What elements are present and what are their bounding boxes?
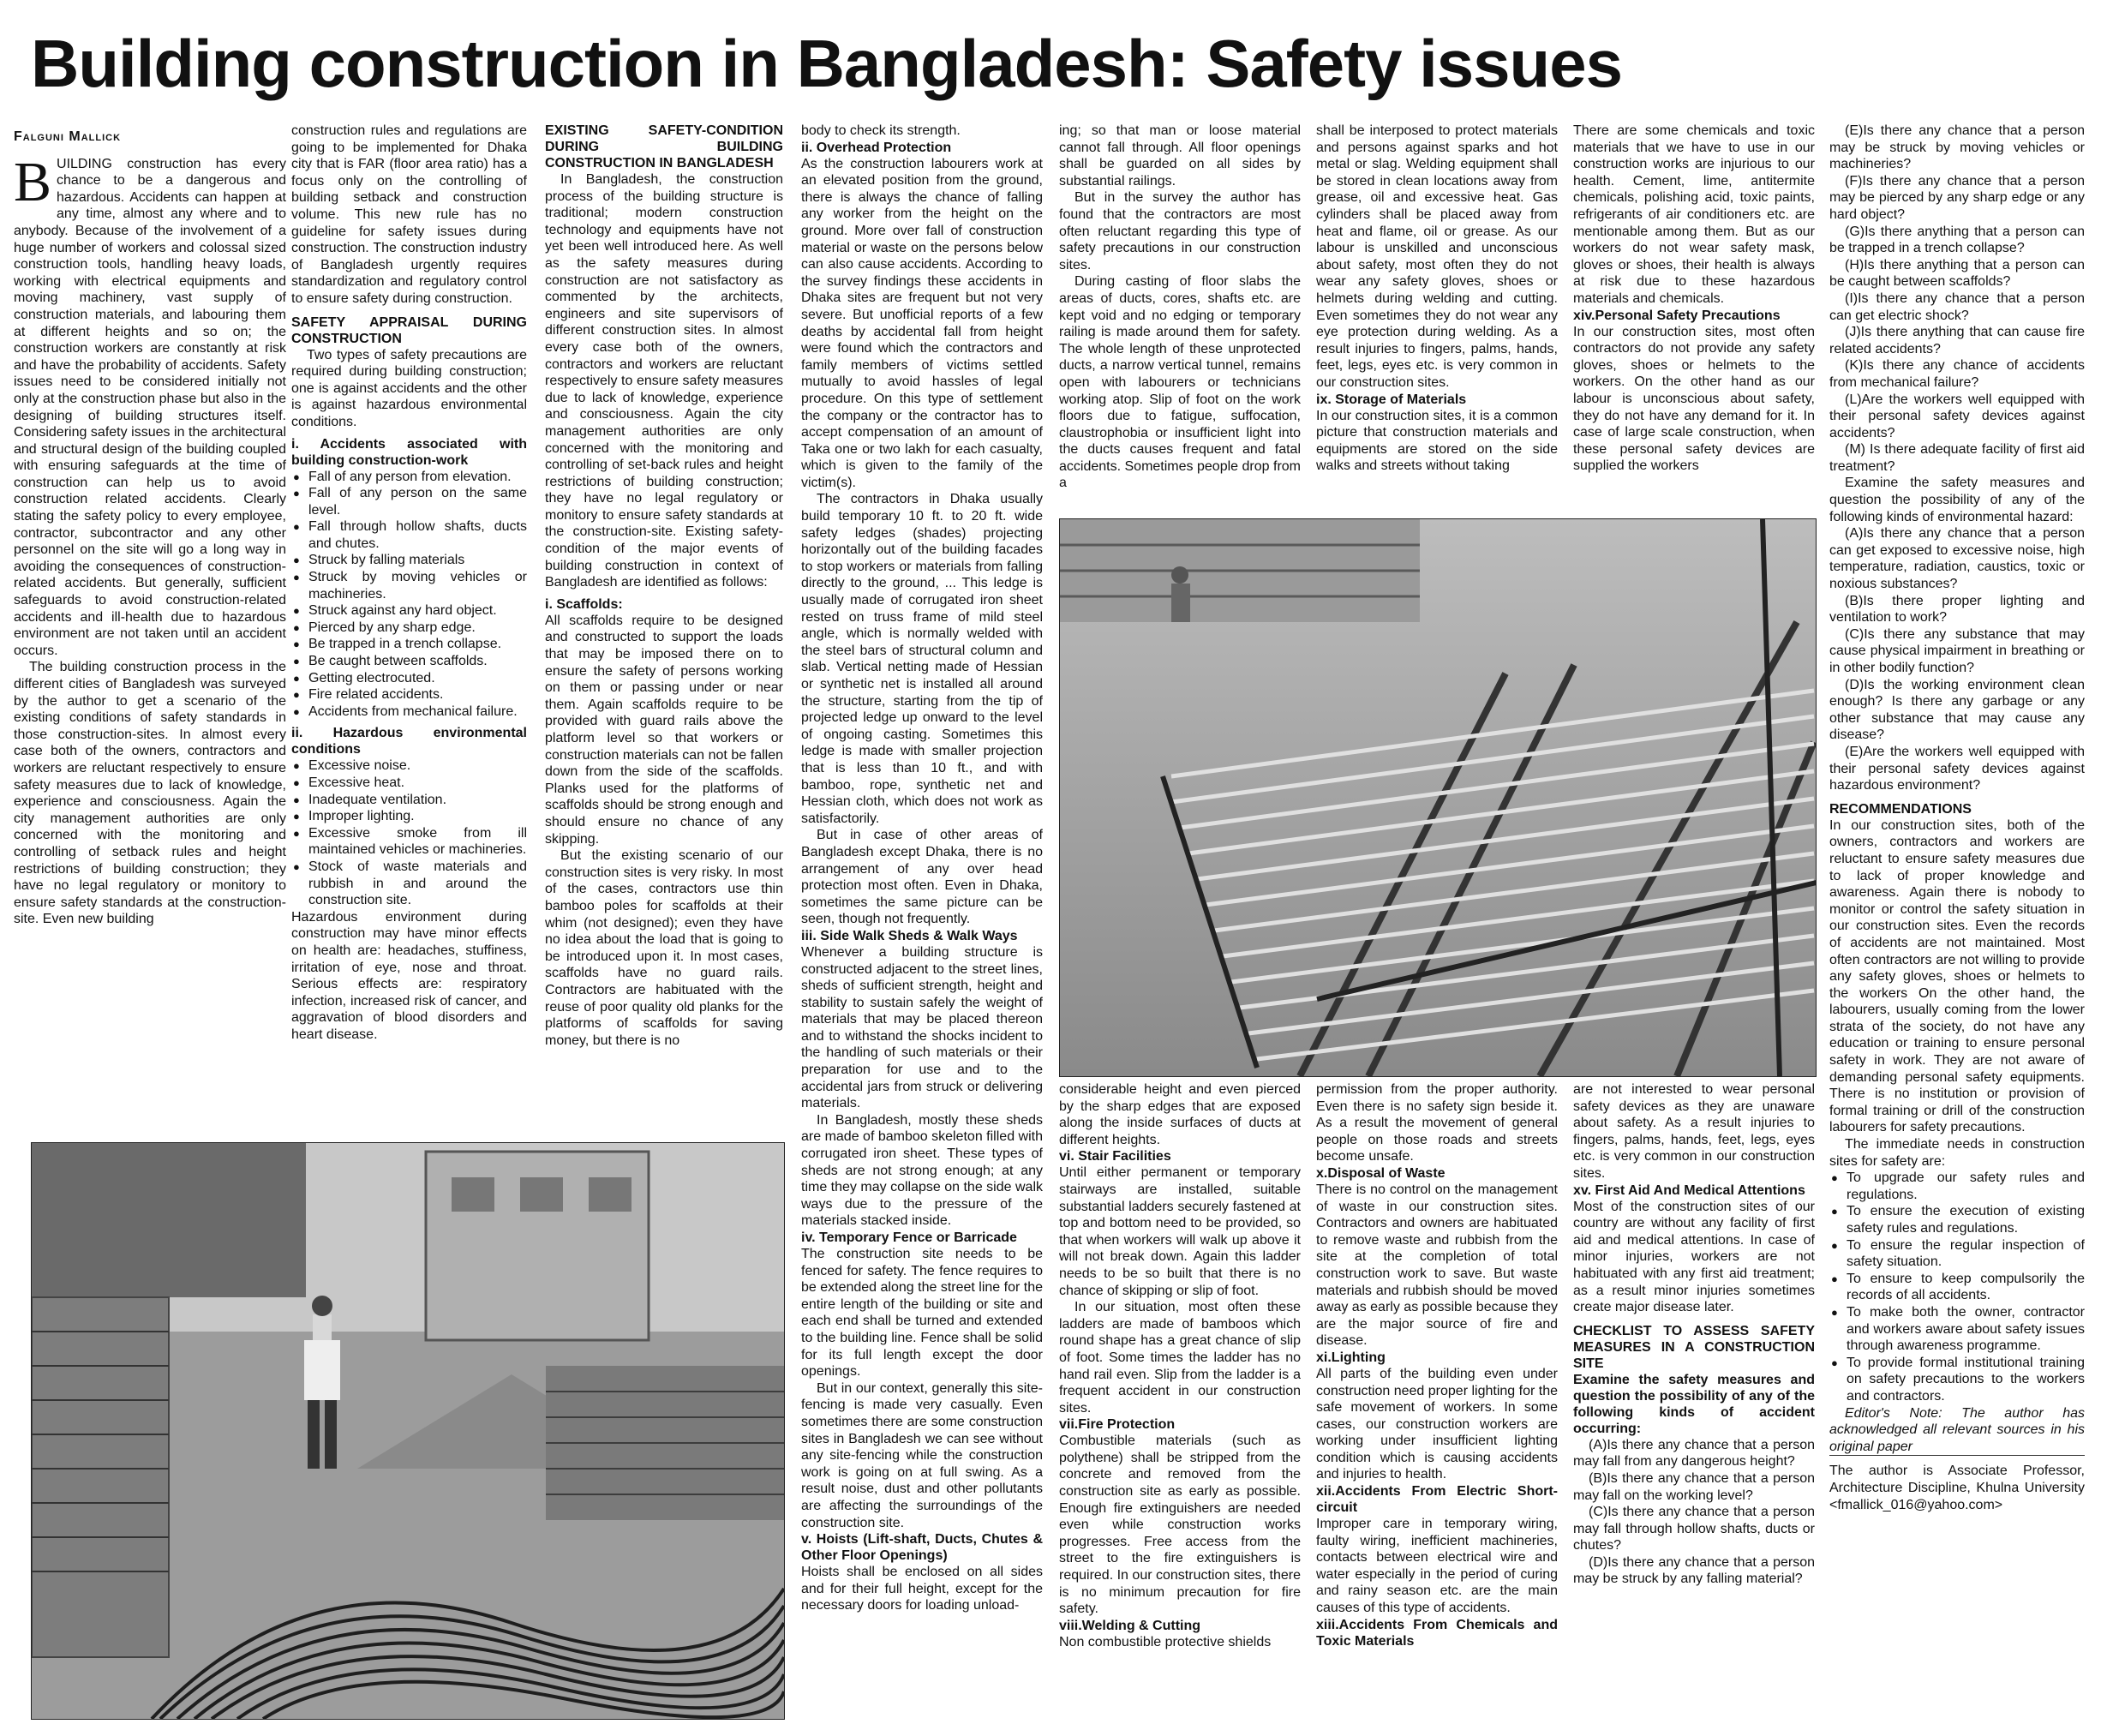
checklist-item: (I)Is there any chance that a person can get electric shock? (1829, 290, 2085, 323)
headline: Building construction in Bangladesh: Safety issues (31, 26, 1622, 101)
column-5-top (1059, 123, 1301, 511)
checklist-item: (M) Is there adequate facility of first aid treatment? (1829, 442, 2085, 474)
subsection-heading: viii.Welding & Cutting (1059, 1618, 1201, 1633)
paragraph-text: UILDING construction has every chance to be a dangerous and hazardous. Accidents can happen at any time, almost any where and to anybody. Because of the involvement of a huge number of workers and colossal sized construction tools, handling heavy loads, working with electrical equipments and moving machinery, vast supply of construction materials, and labouring them at different heights and so on; the construction workers are constantly at risk and have the probability of accidents. Safety issues need to be considered initially not only at the construction phase but also in the designing of building structures itself. Considering safety issues in the architectural and structural design of the building coupled with ensuring safeguards at the time of construction can help us to avoid construction related accidents. Clearly stating the safety policy to every employee, contractor, subcontractor and any other personnel on the site will go a long way in avoiding the consequences of construction-related accidents. But generally, sufficient safeguards to avoid construction-related accidents and ill-health due to hazardous environment are not taken until an accident occurs. (14, 156, 286, 658)
paragraph: shall be interposed to protect materials and persons against sparks and hot metal or slag. Welding equipment shall be stored in clean locations away from grease, oil and excessive heat. Gas cylinders shall be placed away from heat and flame, oil or grease. As our labour is unskilled and unconscious about safety, most often they do not wear any safety gloves, shoes or helmets during welding and cutting. Even sometimes they do not wear any eye protection during welding. As a result injuries to fingers, palms, hands, feet, legs, eyes etc. is very common in our construction sites. (1316, 123, 1558, 390)
column-3 (545, 123, 783, 1136)
checklist-item: (J)Is there anything that can cause fire related accidents? (1829, 325, 2085, 356)
column-7-bottom (1573, 1081, 1815, 1718)
bricks-photo (31, 1142, 785, 1720)
checklist-item: (K)Is there any chance of accidents from mechanical failure? (1829, 358, 2085, 390)
column-6-top (1316, 123, 1558, 511)
hazard-list (291, 757, 527, 908)
subsection-heading: x.Disposal of Waste (1316, 1165, 1446, 1181)
list-item: ● Struck by moving vehicles or machineries. (308, 569, 527, 602)
paragraph: are not interested to wear personal safety devices as they are unaware about safety. As a result injuries to fingers, palms, hands, feet, legs, eyes etc. is very common in our construction sites. (1573, 1082, 1815, 1181)
paragraph: Hoists shall be enclosed on all sides and for their full height, except for the necessary doors for loading unload- (801, 1565, 1043, 1613)
paragraph: All parts of the building even under construction need proper lighting for the safe movement of workers. In some cases, our construction workers are working under insufficient lighting condition which is causing accidents and injuries to health. (1316, 1366, 1558, 1482)
paragraph: The immediate needs in construction sites for safety are: (1829, 1137, 2085, 1169)
paragraph: construction rules and regulations are going to be implemented for Dhaka city that is FAR (floor area ratio) has a focus only on the controlling of building setback and construction volume. This new rule has no guideline for safety issues during construction. The construction industry of Bangladesh urgently requires standardization and regulatory control to ensure safety during construction. (291, 123, 527, 306)
list-item: ● To make both the owner, contractor and workers aware about safety issues through awareness programme. (1847, 1304, 2085, 1355)
checklist-item: (C)Is there any chance that a person may fall through hollow shafts, ducts or chutes? (1573, 1505, 1815, 1553)
subsection-heading: ii. Hazardous environmental conditions (291, 726, 527, 757)
paragraph: In Bangladesh, the construction process of the building structure is traditional; modern construction technology and equipments have not yet been well introduced here. As well as the safety measures during construction are not satisfactory as commented by the architects, engineers and site supervisors of different construction sites. In almost every case both of the owners, contractors and workers are reluctant respectively to ensure safety measures due to lack of knowledge, experience and consciousness. Again the city management authorities are only concerned with the monitoring and controlling of set-back rules and height restrictions of building construction; they have no legal regulatory or monitory to ensure safety standards at the construction-site. Existing safety-condition of the major events of building construction in context of Bangladesh are identified as follows: (545, 172, 783, 590)
paragraph: Whenever a building structure is constructed adjacent to the street lines, sheds of sufficient strength, height and stability to sustain safely the weight of materials that may be placed thereon and to withstand the shocks incident to the handling of such materials or their preparation for use and to the accidental jars from struck or delivering materials. (801, 944, 1043, 1111)
subsection-heading: iv. Temporary Fence or Barricade (801, 1230, 1017, 1245)
column-1 (14, 129, 286, 1135)
scaffold-photo-image (1060, 519, 1816, 1076)
subsection-heading: ii. Overhead Protection (801, 140, 952, 155)
checklist-item: (E)Are the workers well equipped with their personal safety devices against hazardous environment? (1829, 744, 2085, 793)
list-item: ● Fall of any person on the same level. (308, 485, 527, 518)
paragraph: But the existing scenario of our construction sites is very risky. In most of the cases, contractors use thin bamboo poles for scaffolds at their whim (not designed); even they have no idea about the load that is going to be introduced upon it. In most cases, scaffolds have no guard rails. Contractors are habituated with the reuse of poor quality old planks for the platforms of scaffolds for saving money, but there is no (545, 848, 783, 1048)
list-item: ● Be trapped in a trench collapse. (308, 636, 527, 653)
subsection-heading: v. Hoists (Lift-shaft, Ducts, Chutes & Other Floor Openings) (801, 1532, 1043, 1564)
checklist-item: (H)Is there anything that a person can be caught between scaffolds? (1829, 257, 2085, 290)
list-item: ● Improper lighting. (308, 808, 527, 825)
checklist-item: (B)Is there proper lighting and ventilation to work? (1829, 593, 2085, 626)
paragraph: In Bangladesh, mostly these sheds are made of bamboo skeleton filled with corrugated iron sheet. These types of sheds are not strong enough; at any time they may collapse on the side walk ways due to the pressure of the materials stacked inside. (801, 1112, 1043, 1229)
subsection-heading: xi.Lighting (1316, 1350, 1386, 1365)
subsection-heading: iii. Side Walk Sheds & Walk Ways (801, 928, 1018, 943)
list-item: ● Getting electrocuted. (308, 670, 527, 687)
paragraph: The building construction process in the different cities of Bangladesh was surveyed by the author to get a scenario of the existing conditions of safety standards in those construction-sites. In almost every case both of the owners, contractors and workers are reluctant respectively to ensure safety measures due to lack of knowledge, experience and consciousness. Again the city management authorities are only concerned with the monitoring and controlling of setback rules and height restrictions of building construction; they have no legal regulatory or monitory to ensure safety standards at the construction-site. Even new building (14, 660, 286, 927)
list-item: ● To provide formal institutional training on safety precautions to the workers and contractors. (1847, 1355, 2085, 1405)
subsection-heading: vi. Stair Facilities (1059, 1149, 1171, 1164)
checklist-item: (E)Is there any chance that a person may be struck by moving vehicles or machineries? (1829, 123, 2085, 172)
paragraph: In our situation, most often these ladders are made of bamboos which round shape has a great chance of slip of foot. Some times the ladder has no hand rail even. Slip from the ladder is a frequent accident in our construction sites. (1059, 1300, 1301, 1416)
paragraph: Examine the safety measures and question the possibility of any of the following kinds of environmental hazard: (1829, 476, 2085, 524)
list-item: ● Fall of any person from elevation. (308, 469, 527, 486)
paragraph: Improper care in temporary wiring, faulty wiring, inefficient machineries, contacts between electrical wire and water especially in the period of curing and rainy season etc. are the main causes of this type of accidents. (1316, 1517, 1558, 1616)
subsection-heading: vii.Fire Protection (1059, 1417, 1176, 1433)
paragraph: There is no control on the management of waste in our construction sites. Contractors and owners are habituated to remove waste and rubbish from the site at the completion of total construction work to save. But waste materials and rubbish should be moved away as early as possible because they are the major source of fire and disease. (1316, 1182, 1558, 1349)
subsection-heading: xii.Accidents From Electric Short-circuit (1316, 1484, 1558, 1516)
paragraph: considerable height and even pierced by the sharp edges that are exposed along the inside surfaces of ducts at different heights. (1059, 1082, 1301, 1147)
paragraph: ing; so that man or loose material cannot fall through. All floor openings shall be guarded on all sides by substantial railings. (1059, 123, 1301, 189)
list-item: ● Accidents from mechanical failure. (308, 703, 527, 721)
list-item: ● Stock of waste materials and rubbish in and around the construction site. (308, 859, 527, 909)
paragraph: As the construction labourers work at an elevated position from the ground, there is always the chance of falling any worker from the height on the ground. More over fall of construction material or waste on the persons below can also cause accidents. According to the survey findings these accidents in Dhaka sites are frequent but not very severe. But unofficial reports of a few deaths by accidental fall from height were found which the contractors and family members of victims settled mutually to avoid hassles of legal procedure. On this type of settlement the company or the contractor has to accept compensation of an amount of Taka one or two lakh for each casualty, which is given to the family of the victim(s). (801, 156, 1043, 490)
paragraph: But in our context, generally this site-fencing is made very casually. Even sometimes there are some construction sites in Bangladesh we can see without any site-fencing while the construction work is going on at full swing. As a result noise, dust and other pollutants are affecting the surroundings of the construction site. (801, 1380, 1043, 1530)
list-item: ● Struck against any hard object. (308, 602, 527, 620)
paragraph: The construction site needs to be fenced for safety. The fence requires to be extended along the street line for the entire length of the building or site and each end shall be turned and extended to the building line. Fence shall be solid for its full length except the door openings. (801, 1247, 1043, 1380)
list-item: ● To upgrade our safety rules and regulations. (1847, 1170, 2085, 1203)
section-heading: EXISTING SAFETY-CONDITION DURING BUILDING CONSTRUCTION IN BANGLADESH (545, 123, 783, 171)
paragraph: Hazardous environment during construction may have minor effects on health are: headaches, stuffiness, irritation of eye, nose and throat. Serious effects are: respiratory infection, increased risk of cancer, and aggravation of blood disorders and heart disease. (291, 909, 527, 1042)
paragraph: Two types of safety precautions are required during building construction; one is against accidents and the other is against hazardous environmental conditions. (291, 347, 527, 429)
checklist-item: (L)Are the workers well equipped with their personal safety devices against accidents? (1829, 392, 2085, 440)
list-item: ● Pierced by any sharp edge. (308, 620, 527, 637)
subsection-heading: i. Scaffolds: (545, 596, 623, 612)
checklist-item: (A)Is there any chance that a person can get exposed to excessive noise, high temperature, radiation, caustics, toxic or noxious substances? (1829, 526, 2085, 592)
checklist-accidents (1573, 1437, 1815, 1588)
subsection-heading: i. Accidents associated with building construction-work (291, 436, 527, 468)
list-item: ● Struck by falling materials (308, 552, 527, 569)
subsection-heading: xv. First Aid And Medical Attentions (1573, 1182, 1805, 1198)
checklist-item: (A)Is there any chance that a person may fall from any dangerous height? (1573, 1437, 1815, 1470)
list-item: ● Excessive smoke from ill maintained vehicles or machineries. (308, 825, 527, 859)
checklist-item: (D)Is there any chance that a person may be struck by any falling material? (1573, 1554, 1815, 1587)
author-note: The author is Associate Professor, Architecture Discipline, Khulna University <fmallick_016@yahoo.com> (1829, 1455, 2085, 1513)
subsection-heading: xiv.Personal Safety Precautions (1573, 308, 1781, 323)
checklist-item: (B)Is there any chance that a person may fall on the working level? (1573, 1470, 1815, 1503)
checklist-intro: Examine the safety measures and question the possibility of any of the following kinds of accident occurring: (1573, 1372, 1815, 1436)
bricks-photo-image (32, 1143, 784, 1719)
column-6-bottom (1316, 1081, 1558, 1718)
list-item: ● To ensure the regular inspection of safety situation. (1847, 1237, 2085, 1271)
paragraph: Combustible materials (such as polythene) shall be stripped from the concrete and removed from the construction site as early as possible. Enough fire extinguishers are needed even while construction works progresses. Free access from the street to the fire extinguishers is required. In our construction sites, there is no minimum precaution for fire safety. (1059, 1434, 1301, 1617)
list-item: ● To ensure the execution of existing safety rules and regulations. (1847, 1203, 2085, 1236)
paragraph: body to check its strength. (801, 123, 961, 138)
list-item: ● Excessive heat. (308, 775, 527, 792)
column-7-top (1573, 123, 1815, 511)
opening-paragraph (14, 150, 286, 660)
column-2 (291, 123, 527, 1134)
paragraph: In our construction sites, both of the owners, contractors and workers are reluctant to ensure safety measures due to lack of proper knowledge and awareness. Again there is nobody to monitor or control the safety situation in our construction sites. Even the records of accidents are not maintained. Most often contractors are not willing to provide any safety gloves, shoes or helmets to the workers On the other hand, the labourers, usually coming from the lower strata of the society, do not have any education or training to ensure personal safety in work. They are not aware of demanding personal safety equipments. There is no institution or provision of formal training or drill of the construction labourers for safety precautions. (1829, 817, 2085, 1135)
column-5-bottom (1059, 1081, 1301, 1718)
accident-list (291, 469, 527, 721)
paragraph: But in the survey the author has found that the contractors are most often reluctant regarding this type of safety precautions in our construction sites. (1059, 190, 1301, 272)
list-item: ● To ensure to keep compulsorily the records of all accidents. (1847, 1271, 2085, 1304)
column-8 (1829, 123, 2085, 1718)
section-heading: CHECKLIST TO ASSESS SAFETY MEASURES IN A CONSTRUCTION SITE (1573, 1323, 1815, 1371)
list-item: ● Fire related accidents. (308, 686, 527, 703)
paragraph: Non combustible protective shields (1059, 1634, 1272, 1649)
subsection-heading: xiii.Accidents From Chemicals and Toxic Materials (1316, 1617, 1558, 1649)
list-item: ● Inadequate ventilation. (308, 792, 527, 809)
list-item: ● Fall through hollow shafts, ducts and chutes. (308, 518, 527, 552)
checklist-item: (G)Is there anything that a person can be trapped in a trench collapse? (1829, 224, 2085, 256)
paragraph: But in case of other areas of Bangladesh except Dhaka, there is no arrangement of any over head protection most often. Even in Dhaka, sometimes the same picture can be seen, though not frequently. (801, 828, 1043, 927)
checklist-item: (C)Is there any substance that may cause physical impairment in breathing or in other bodily function? (1829, 626, 2085, 675)
paragraph: In our construction sites, it is a common picture that construction materials and equipments are stored on the side walks and streets without taking (1316, 408, 1558, 474)
column-4 (801, 123, 1043, 1718)
subsection-heading: ix. Storage of Materials (1316, 392, 1467, 407)
paragraph: In our construction sites, most often contractors do not provide any safety gloves, shoes or helmets to the workers. On the other hand as our labour is unconscious about safety, they do not have any demand for it. In case of large scale construction, when these personal safety devices are supplied the workers (1573, 324, 1815, 474)
recommendations-list (1829, 1170, 2085, 1404)
checklist-item: (F)Is there any chance that a person may be pierced by any sharp edge or any hard object? (1829, 173, 2085, 222)
paragraph: There are some chemicals and toxic materials that we have to use in our construction works are injurious to our health. Cement, lime, antitermite chemicals, polishing acid, toxic paints, refrigerants of air conditioners etc. are mentionable among them. But as our workers do not wear safety mask, gloves or shoes, their health is always at risk due to these hazardous materials and chemicals. (1573, 123, 1815, 306)
checklist-accidents-continued (1829, 123, 2085, 475)
scaffold-photo (1059, 518, 1817, 1077)
byline: Falguni Mallick (14, 129, 122, 144)
checklist-environment (1829, 525, 2085, 794)
paragraph: During casting of floor slabs the areas of ducts, cores, shafts etc. are kept void and no edging or temporary railing is made around them for safety. The whole length of these unprotected ducts, a narrow vertical tunnel, remains open with labourers or technicians working atop. Slip of foot on the work floors due to fatigue, suffocation, claustrophobia or insufficient light into the ducts causes frequent and fatal accidents. Sometimes people drop from a (1059, 274, 1301, 491)
section-heading: SAFETY APPRAISAL DURING CONSTRUCTION (291, 314, 527, 346)
list-item: ● Be caught between scaffolds. (308, 653, 527, 670)
paragraph: All scaffolds require to be designed and constructed to support the loads that may be imposed there on to ensure the safety of persons working on them or passing under or near them. Again scaffolds require to be provided with guard rails above the platform level so that workers or construction materials can not be fallen down from the side of the scaffolds. Planks used for the platforms of scaffolds should be strong enough and should ensure no chance of any skipping. (545, 613, 783, 847)
paragraph: The contractors in Dhaka usually build temporary 10 ft. to 20 ft. wide safety ledges (shades) projecting horizontally out of the building facades to stop workers or materials from falling directly to the ground, ... This ledge is usually made of corrugated iron sheet rested on truss frame of mild steel angle, which is normally welded with the steel bars of structural column and slab. Vertical netting made of Hessian or synthetic net is installed all around the structure, starting from the tip of projected ledge up onward to the level of ongoing casting. Sometimes this ledge is made with smaller projection that is less than 10 ft., and with bamboo, rope, synthetic net and Hessian cloth, which does not work as satisfactorily. (801, 492, 1043, 826)
paragraph: Until either permanent or temporary stairways are installed, suitable substantial ladders securely fastened at top and bottom need to be provided, so that when workers will walk up above it will not break down. Again this ladder needs to be so built that there is no chance of skipping or slip of foot. (1059, 1165, 1301, 1298)
editors-note: Editor's Note: The author has acknowledged all relevant sources in his original paper (1829, 1405, 2085, 1454)
checklist-item: (D)Is the working environment clean enough? Is there any garbage or any other substance that may cause any disease? (1829, 677, 2085, 743)
paragraph: permission from the proper authority. Even there is no safety sign beside it. As a result the movement of general people on those roads and streets become unsafe. (1316, 1082, 1558, 1164)
drop-cap: B (14, 150, 52, 213)
paragraph: Most of the construction sites of our country are without any facility of first aid and medical attentions. In case of minor injuries, workers are not habituated with any first aid treatment; as a result minor injuries sometimes create major disease later. (1573, 1199, 1815, 1315)
section-heading: RECOMMENDATIONS (1829, 801, 1972, 817)
list-item: ● Excessive noise. (308, 757, 527, 775)
